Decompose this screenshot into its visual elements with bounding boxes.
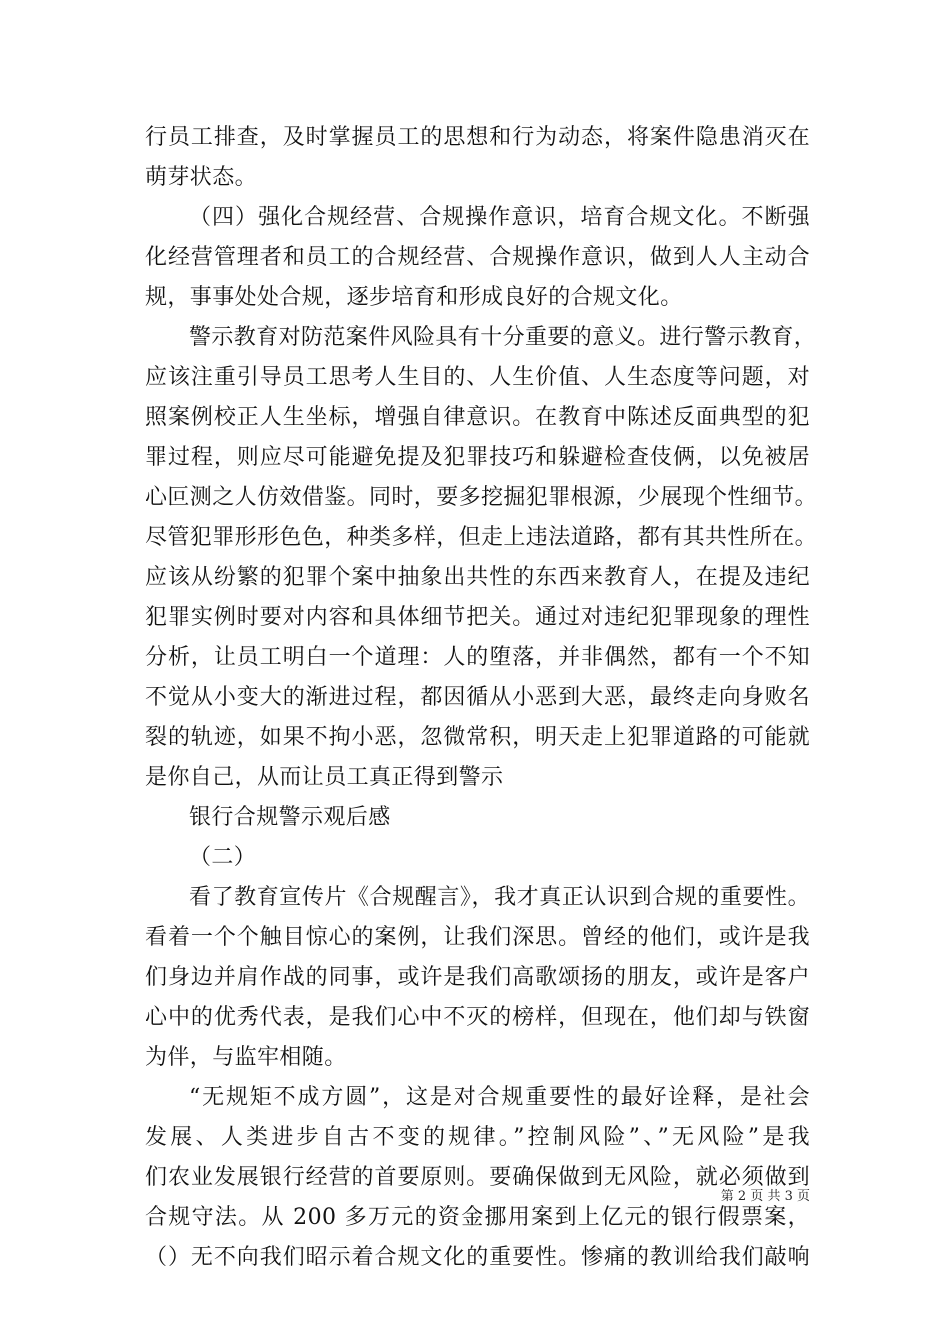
text-line: 合规守法。从 200 多万元的资金挪用案到上亿元的银行假票案， xyxy=(145,1205,810,1230)
text-line: 发展、人类进步自古不变的规律。”控制风险”、”无风险”是我 xyxy=(145,1125,810,1150)
text-line: 裂的轨迹，如果不拘小恶，忽微常积，明天走上犯罪道路的可能就 xyxy=(145,725,810,750)
text-line: 分析，让员工明白一个道理：人的堕落，并非偶然，都有一个不知 xyxy=(145,645,810,670)
text-line: 尽管犯罪形形色色，种类多样，但走上违法道路，都有其共性所在。 xyxy=(145,525,818,550)
section-number: （二） xyxy=(189,845,257,870)
text-line: 不觉从小变大的渐进过程，都因循从小恶到大恶，最终走向身败名 xyxy=(145,685,810,710)
page-number: 第 2 页 共 3 页 xyxy=(720,1189,810,1204)
text-line: 应该注重引导员工思考人生目的、人生价值、人生态度等问题，对 xyxy=(145,365,810,390)
text-line: 行员工排查，及时掌握员工的思想和行为动态，将案件隐患消灭在 xyxy=(145,125,810,150)
text-line: 为伴，与监牢相随。 xyxy=(145,1045,347,1070)
text-line: 是你自己，从而让员工真正得到警示 xyxy=(145,765,504,790)
text-line: 看了教育宣传片《合规醒言》，我才真正认识到合规的重要性。 xyxy=(189,885,810,910)
text-line: 们农业发展银行经营的首要原则。要确保做到无风险，就必须做到 xyxy=(145,1165,810,1190)
text-line: 看着一个个触目惊心的案例，让我们深思。曾经的他们，或许是我 xyxy=(145,925,810,950)
section-title: 银行合规警示观后感 xyxy=(189,805,391,830)
text-line: 犯罪实例时要对内容和具体细节把关。通过对违纪犯罪现象的理性 xyxy=(145,605,810,630)
text-line: 警示教育对防范案件风险具有十分重要的意义。进行警示教育， xyxy=(189,325,817,350)
text-line: 罪过程，则应尽可能避免提及犯罪技巧和躲避检查伎俩，以免被居 xyxy=(145,445,810,470)
text-line: 心叵测之人仿效借鉴。同时，要多挖掘犯罪根源，少展现个性细节。 xyxy=(145,485,818,510)
text-line: 化经营管理者和员工的合规经营、合规操作意识，做到人人主动合 xyxy=(145,245,810,270)
text-line: 应该从纷繁的犯罪个案中抽象出共性的东西来教育人，在提及违纪 xyxy=(145,565,810,590)
text-line: “无规矩不成方圆”，这是对合规重要性的最好诠释，是社会 xyxy=(189,1085,810,1110)
text-line: 照案例校正人生坐标，增强自律意识。在教育中陈述反面典型的犯 xyxy=(145,405,810,430)
text-line: （四）强化合规经营、合规操作意识，培育合规文化。不断强 xyxy=(189,205,810,230)
document-body xyxy=(145,118,818,1278)
text-line: （）无不向我们昭示着合规文化的重要性。惨痛的教训给我们敲响 xyxy=(145,1245,810,1270)
text-line: 萌芽状态。 xyxy=(145,165,258,190)
text-line: 们身边并肩作战的同事，或许是我们高歌颂扬的朋友，或许是客户 xyxy=(145,965,810,990)
text-line: 规，事事处处合规，逐步培育和形成良好的合规文化。 xyxy=(145,285,683,310)
text-line: 心中的优秀代表，是我们心中不灭的榜样，但现在，他们却与铁窗 xyxy=(145,1005,810,1030)
